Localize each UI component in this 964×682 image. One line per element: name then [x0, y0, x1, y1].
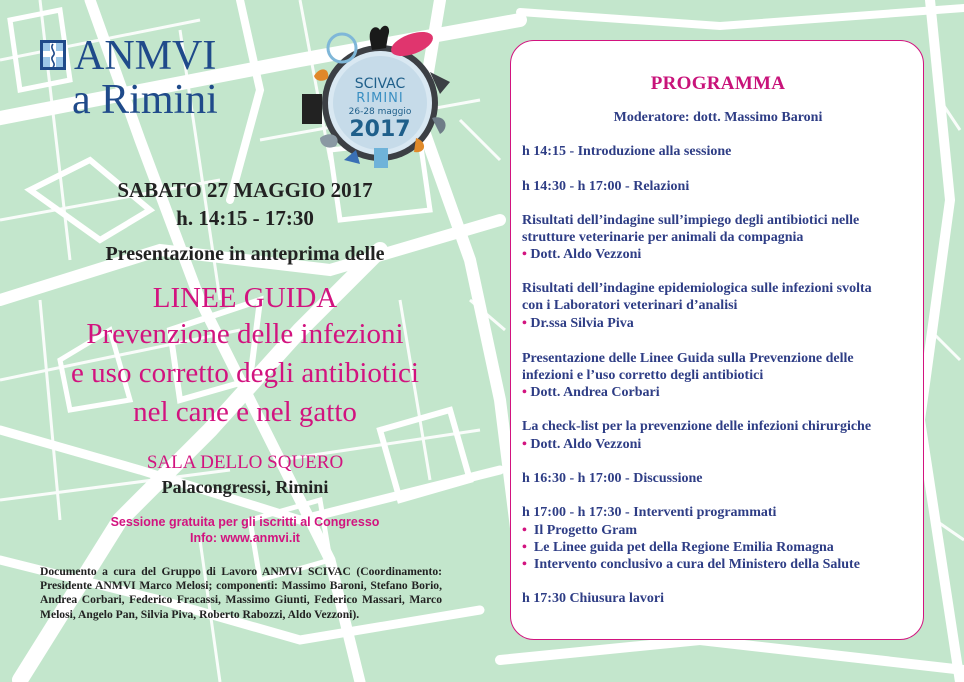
bullet-icon: •: [522, 247, 527, 262]
seal-year: 2017: [349, 117, 411, 142]
bullet-icon: •: [522, 523, 527, 538]
event-time: h. 14:15 - 17:30: [176, 206, 314, 230]
program-item: h 17:00 - h 17:30 - Interventi programmati: [522, 505, 777, 520]
talk-title: Presentazione delle Linee Guida sulla Prevenzione delle: [522, 351, 854, 366]
program-item: h 17:30 Chiusura lavori: [522, 591, 664, 606]
talk-title: La check-list per la prevenzione delle infezioni chirurgiche: [522, 419, 872, 434]
seal-dates: 26-28 maggio: [348, 107, 412, 117]
logo-subtitle: a Rimini: [72, 77, 218, 123]
speaker: • Dott. Aldo Vezzoni: [522, 437, 642, 452]
guidelines-title-line: e uso corretto degli antibiotici: [71, 357, 419, 389]
seal-name: SCIVAC: [354, 76, 406, 92]
scivac-congress-seal: [300, 18, 460, 178]
talk-title: con i Laboratori veterinari d’analisi: [522, 298, 738, 313]
info-link[interactable]: Info: www.anmvi.it: [190, 531, 300, 545]
session-note: Sessione gratuita per gli iscritti al Congresso: [110, 515, 380, 529]
program-item: h 14:15 - Introduzione alla sessione: [522, 144, 732, 159]
moderator: Moderatore: dott. Massimo Baroni: [613, 110, 823, 125]
speaker: • Dr.ssa Silvia Piva: [522, 316, 634, 331]
medical-cross-icon: [40, 40, 66, 70]
seal-city: RIMINI: [356, 91, 404, 106]
talk-title: strutture veterinarie per animali da compagnia: [522, 230, 804, 245]
logo-title: ANMVI: [74, 33, 217, 79]
venue-name: Palacongressi, Rimini: [161, 477, 329, 497]
document-credits: Documento a cura del Gruppo di Lavoro ANMVI SCIVAC (Coordinamento: Presidente ANMVI Marco Melosi; componenti: Massimo Baroni, Stefano Borio, Andrea Corbari, Federico Fracassi, Massimo Giunti, Federico Massari, Marco Melosi, Angelo Pan, Silvia Piva, Roberto Rabozzi, Aldo Vezzoni).: [40, 565, 442, 621]
bullet-icon: •: [522, 316, 527, 331]
program-panel: [510, 40, 924, 640]
guidelines-title-line: LINEE GUIDA: [152, 282, 338, 314]
presentation-intro: Presentazione in anteprima delle: [105, 243, 385, 265]
room-name: SALA DELLO SQUERO: [146, 452, 344, 473]
bullet-icon: •: [522, 385, 527, 400]
bullet-icon: •: [522, 437, 527, 452]
program-item: h 14:30 - h 17:00 - Relazioni: [522, 179, 690, 194]
guidelines-title-line: nel cane e nel gatto: [133, 396, 357, 428]
talk-title: infezioni e l’uso corretto degli antibiotici: [522, 368, 764, 383]
talk-title: Risultati dell’indagine epidemiologica sulle infezioni svolta: [522, 281, 872, 296]
talk-title: Risultati dell’indagine sull’impiego degli antibiotici nelle: [522, 213, 860, 228]
bullet-icon: •: [522, 557, 527, 572]
bullet-icon: •: [522, 540, 527, 555]
program-title: PROGRAMMA: [650, 73, 786, 94]
event-date: SABATO 27 MAGGIO 2017: [117, 178, 373, 202]
guidelines-title-line: Prevenzione delle infezioni: [86, 318, 404, 350]
planned-talk: • Le Linee guida pet della Regione Emilia Romagna: [522, 540, 834, 555]
planned-talk: • Intervento conclusivo a cura del Ministero della Salute: [522, 557, 860, 572]
speaker: • Dott. Andrea Corbari: [522, 385, 660, 400]
program-item: h 16:30 - h 17:00 - Discussione: [522, 471, 703, 486]
speaker: • Dott. Aldo Vezzoni: [522, 247, 642, 262]
planned-talk: • Il Progetto Gram: [522, 523, 638, 538]
